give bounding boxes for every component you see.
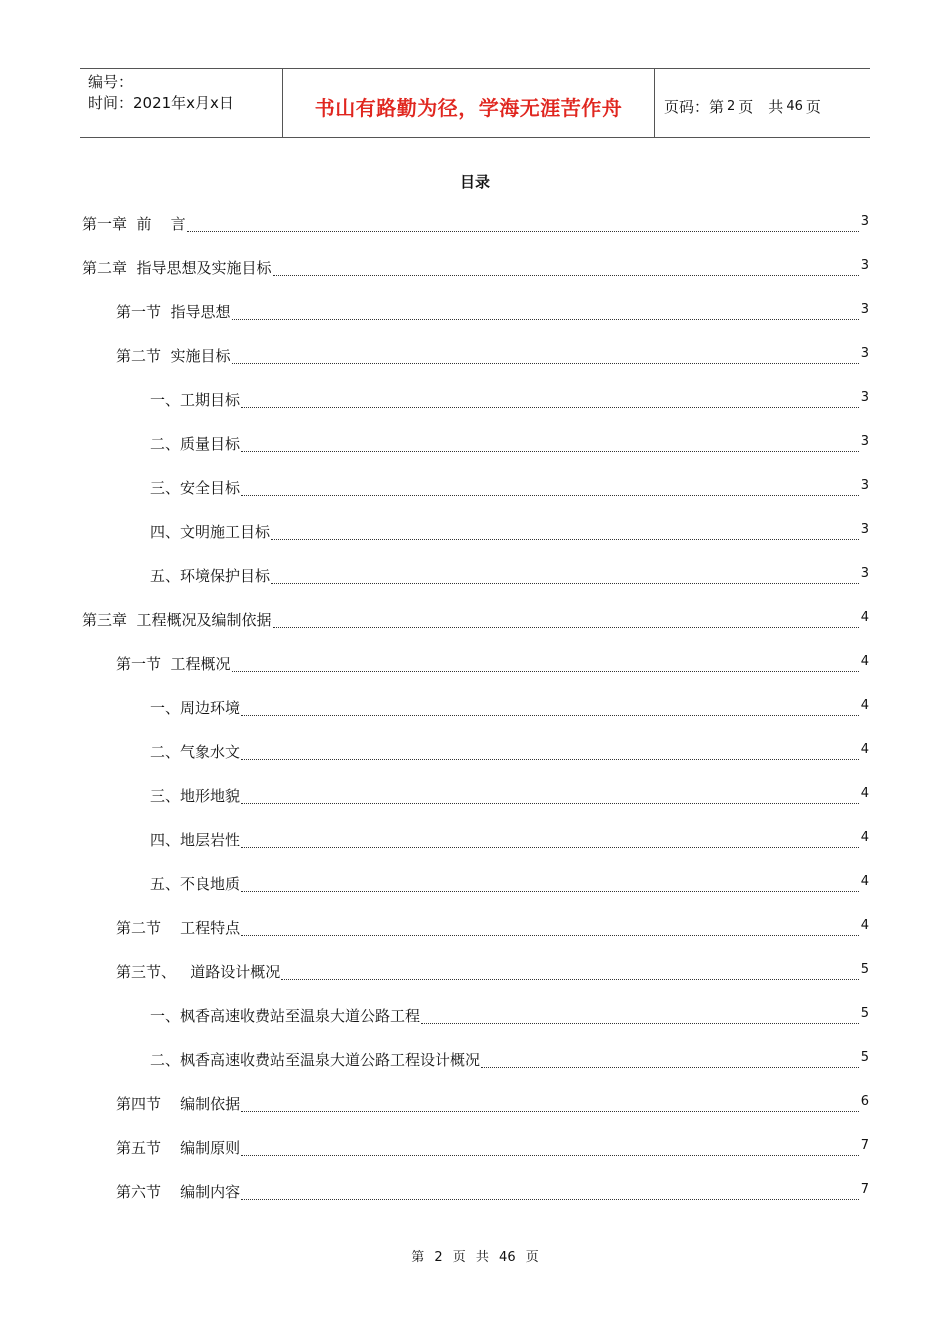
toc-entry-page: 3 bbox=[860, 346, 869, 361]
toc-entry-label: 第二节 实施目标 bbox=[116, 347, 231, 365]
toc-entry[interactable] bbox=[82, 345, 869, 367]
toc-entry[interactable] bbox=[82, 961, 869, 983]
toc-entry[interactable] bbox=[82, 829, 869, 851]
toc-entry[interactable] bbox=[82, 609, 869, 631]
toc-entry[interactable] bbox=[82, 213, 869, 235]
page-suffix: 页 bbox=[805, 97, 821, 116]
toc-leader-dots bbox=[241, 803, 859, 804]
toc-entry[interactable] bbox=[82, 917, 869, 939]
toc-entry-label: 第三节、 道路设计概况 bbox=[116, 963, 281, 981]
toc-leader-dots bbox=[241, 407, 859, 408]
toc-entry-page: 3 bbox=[860, 522, 869, 537]
toc-entry-page: 4 bbox=[860, 698, 869, 713]
toc-entry-label: 第三章 工程概况及编制依据 bbox=[82, 611, 272, 629]
toc-entry-label: 第六节 编制内容 bbox=[116, 1183, 241, 1201]
page-current: 2 bbox=[727, 98, 736, 114]
header-motto: 书山有路勤为径，学海无涯苦作舟 bbox=[314, 95, 623, 120]
document-date-label: 时间：2021年x月x日 bbox=[88, 94, 234, 112]
toc-entry[interactable] bbox=[82, 1005, 869, 1027]
toc-entry-label: 第一节 指导思想 bbox=[116, 303, 231, 321]
toc-entry-page: 4 bbox=[860, 830, 869, 845]
toc-entry-page: 3 bbox=[860, 434, 869, 449]
toc-entry[interactable] bbox=[82, 741, 869, 763]
toc-leader-dots bbox=[481, 1067, 859, 1068]
toc-leader-dots bbox=[241, 759, 859, 760]
toc-entry-page: 3 bbox=[860, 390, 869, 405]
toc-entry[interactable] bbox=[82, 433, 869, 455]
toc-entry-label: 三、安全目标 bbox=[150, 479, 241, 497]
toc-entry-label: 二、枫香高速收费站至温泉大道公路工程设计概况 bbox=[150, 1051, 481, 1069]
page-footer: 第 2 页 共 46 页 bbox=[411, 1250, 539, 1265]
toc-entry-page: 3 bbox=[860, 258, 869, 273]
header-page-cell bbox=[655, 69, 870, 137]
toc-entry[interactable] bbox=[82, 521, 869, 543]
toc-entry[interactable] bbox=[82, 1181, 869, 1203]
toc-leader-dots bbox=[421, 1023, 859, 1024]
toc-entry-label: 第一章 前 言 bbox=[82, 215, 186, 233]
toc-leader-dots bbox=[281, 979, 859, 980]
toc-entry-label: 一、工期目标 bbox=[150, 391, 241, 409]
page-total: 46 bbox=[786, 98, 803, 114]
toc-entry[interactable] bbox=[82, 1049, 869, 1071]
toc-entry-label: 一、周边环境 bbox=[150, 699, 241, 717]
toc-entry[interactable] bbox=[82, 697, 869, 719]
toc-leader-dots bbox=[241, 1155, 859, 1156]
toc-leader-dots bbox=[273, 627, 859, 628]
toc-leader-dots bbox=[241, 451, 859, 452]
toc-entry[interactable] bbox=[82, 873, 869, 895]
toc-entry-page: 3 bbox=[860, 302, 869, 317]
toc-entry[interactable] bbox=[82, 257, 869, 279]
toc-leader-dots bbox=[273, 275, 859, 276]
toc-entry-page: 4 bbox=[860, 786, 869, 801]
toc-entry[interactable] bbox=[82, 1093, 869, 1115]
toc-entry[interactable] bbox=[82, 1137, 869, 1159]
toc-entry-page: 5 bbox=[860, 962, 869, 977]
toc-leader-dots bbox=[241, 935, 859, 936]
toc-entry-label: 五、环境保护目标 bbox=[150, 567, 271, 585]
toc-leader-dots bbox=[271, 583, 859, 584]
toc-entry-label: 四、文明施工目标 bbox=[150, 523, 271, 541]
toc-entry-page: 6 bbox=[860, 1094, 869, 1109]
toc-entry-page: 3 bbox=[860, 214, 869, 229]
toc-entry-page: 5 bbox=[860, 1006, 869, 1021]
toc-entry[interactable] bbox=[82, 301, 869, 323]
toc-leader-dots bbox=[241, 1199, 859, 1200]
document-number-label: 编号： bbox=[88, 73, 134, 91]
toc-entry-page: 3 bbox=[860, 478, 869, 493]
toc-entry-label: 第二章 指导思想及实施目标 bbox=[82, 259, 272, 277]
toc-leader-dots bbox=[241, 891, 859, 892]
toc-entry-page: 4 bbox=[860, 654, 869, 669]
toc-entry[interactable] bbox=[82, 653, 869, 675]
header-motto-cell bbox=[282, 69, 655, 137]
toc-entry[interactable] bbox=[82, 477, 869, 499]
toc-entry-label: 二、质量目标 bbox=[150, 435, 241, 453]
toc-entry-page: 4 bbox=[860, 874, 869, 889]
toc-leader-dots bbox=[232, 671, 859, 672]
toc-entry[interactable] bbox=[82, 565, 869, 587]
toc-entry-page: 4 bbox=[860, 610, 869, 625]
page-mid: 页 共 bbox=[738, 97, 784, 116]
toc-entry-page: 3 bbox=[860, 566, 869, 581]
toc-entry-label: 四、地层岩性 bbox=[150, 831, 241, 849]
toc-entry-page: 7 bbox=[860, 1182, 869, 1197]
toc-entry-label: 一、枫香高速收费站至温泉大道公路工程 bbox=[150, 1007, 421, 1025]
toc-entry-label: 第四节 编制依据 bbox=[116, 1095, 241, 1113]
page-header bbox=[80, 68, 870, 138]
header-meta-cell bbox=[80, 69, 282, 137]
toc-title: 目录 bbox=[459, 173, 490, 191]
toc-entry-page: 4 bbox=[860, 742, 869, 757]
toc-entry-label: 五、不良地质 bbox=[150, 875, 241, 893]
toc-entry-page: 5 bbox=[860, 1050, 869, 1065]
toc-entry-page: 7 bbox=[860, 1138, 869, 1153]
toc-entry-label: 第五节 编制原则 bbox=[116, 1139, 241, 1157]
toc-leader-dots bbox=[271, 539, 859, 540]
toc-entry-page: 4 bbox=[860, 918, 869, 933]
toc-entry[interactable] bbox=[82, 389, 869, 411]
toc-entry-label: 第二节 工程特点 bbox=[116, 919, 241, 937]
toc-leader-dots bbox=[187, 231, 859, 232]
toc-entry[interactable] bbox=[82, 785, 869, 807]
toc-leader-dots bbox=[241, 1111, 859, 1112]
page-prefix: 页码：第 bbox=[664, 97, 725, 116]
toc-entry-label: 第一节 工程概况 bbox=[116, 655, 231, 673]
toc-entry-label: 三、地形地貌 bbox=[150, 787, 241, 805]
toc-leader-dots bbox=[241, 495, 859, 496]
toc-leader-dots bbox=[232, 363, 859, 364]
toc-leader-dots bbox=[232, 319, 859, 320]
toc-entry-label: 二、气象水文 bbox=[150, 743, 241, 761]
toc-leader-dots bbox=[241, 847, 859, 848]
toc-leader-dots bbox=[241, 715, 859, 716]
